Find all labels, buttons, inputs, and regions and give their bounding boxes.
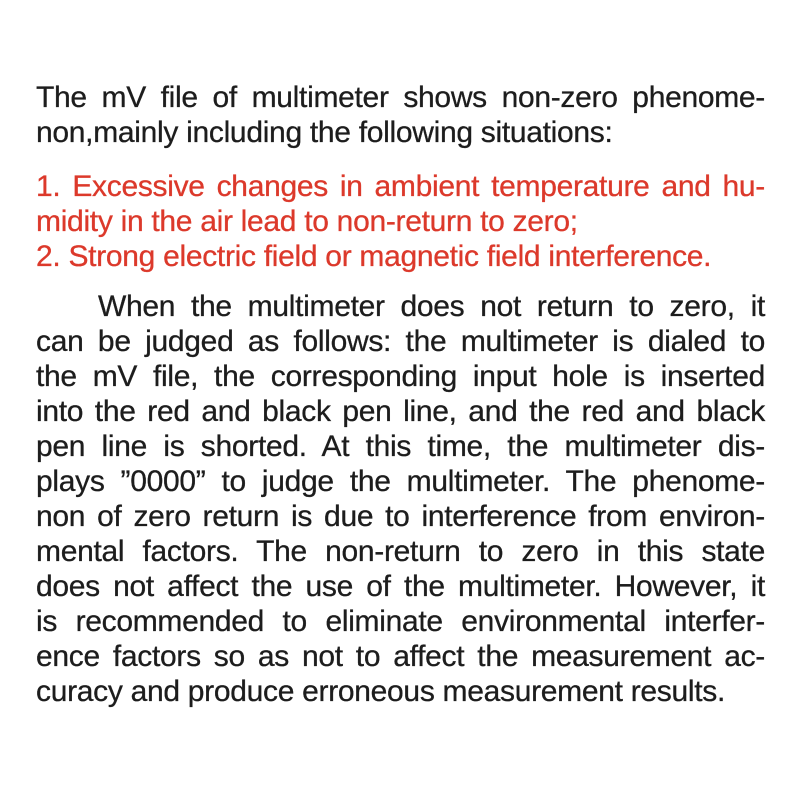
text-line: curacy and produce erroneous measurement results.: [36, 675, 725, 708]
text-line: 1. Excessive changes in ambient temperature and hu-: [36, 170, 765, 203]
intro-paragraph: [36, 80, 765, 150]
text-line: into the red and black pen line, and the red and black: [36, 395, 765, 428]
text-line: midity in the air lead to non-return to zero;: [36, 205, 578, 238]
text-line: non of zero return is due to interference from environ-: [36, 500, 765, 533]
text-line: plays ”0000” to judge the multimeter. The phenome-: [36, 465, 765, 498]
text-line: pen line is shorted. At this time, the multimeter dis-: [36, 430, 765, 463]
text-line: non,mainly including the following situations:: [36, 116, 613, 149]
text-line: The mV file of multimeter shows non-zero phenome-: [36, 81, 765, 114]
text-line: the mV file, the corresponding input hole is inserted: [36, 360, 765, 393]
text-line: mental factors. The non-return to zero in this state: [36, 535, 765, 568]
text-line: can be judged as follows: the multimeter is dialed to: [36, 325, 765, 358]
text-line: ence factors so as not to affect the measurement ac-: [36, 640, 765, 673]
text-line: is recommended to eliminate environmental interfer-: [36, 605, 765, 638]
text-line: 2. Strong electric field or magnetic field interference.: [36, 240, 712, 273]
causes-list: [36, 169, 765, 274]
text-line: When the multimeter does not return to zero, it: [98, 290, 765, 323]
explanation-paragraph: [36, 289, 765, 709]
text-line: does not affect the use of the multimeter. However, it: [36, 570, 765, 603]
